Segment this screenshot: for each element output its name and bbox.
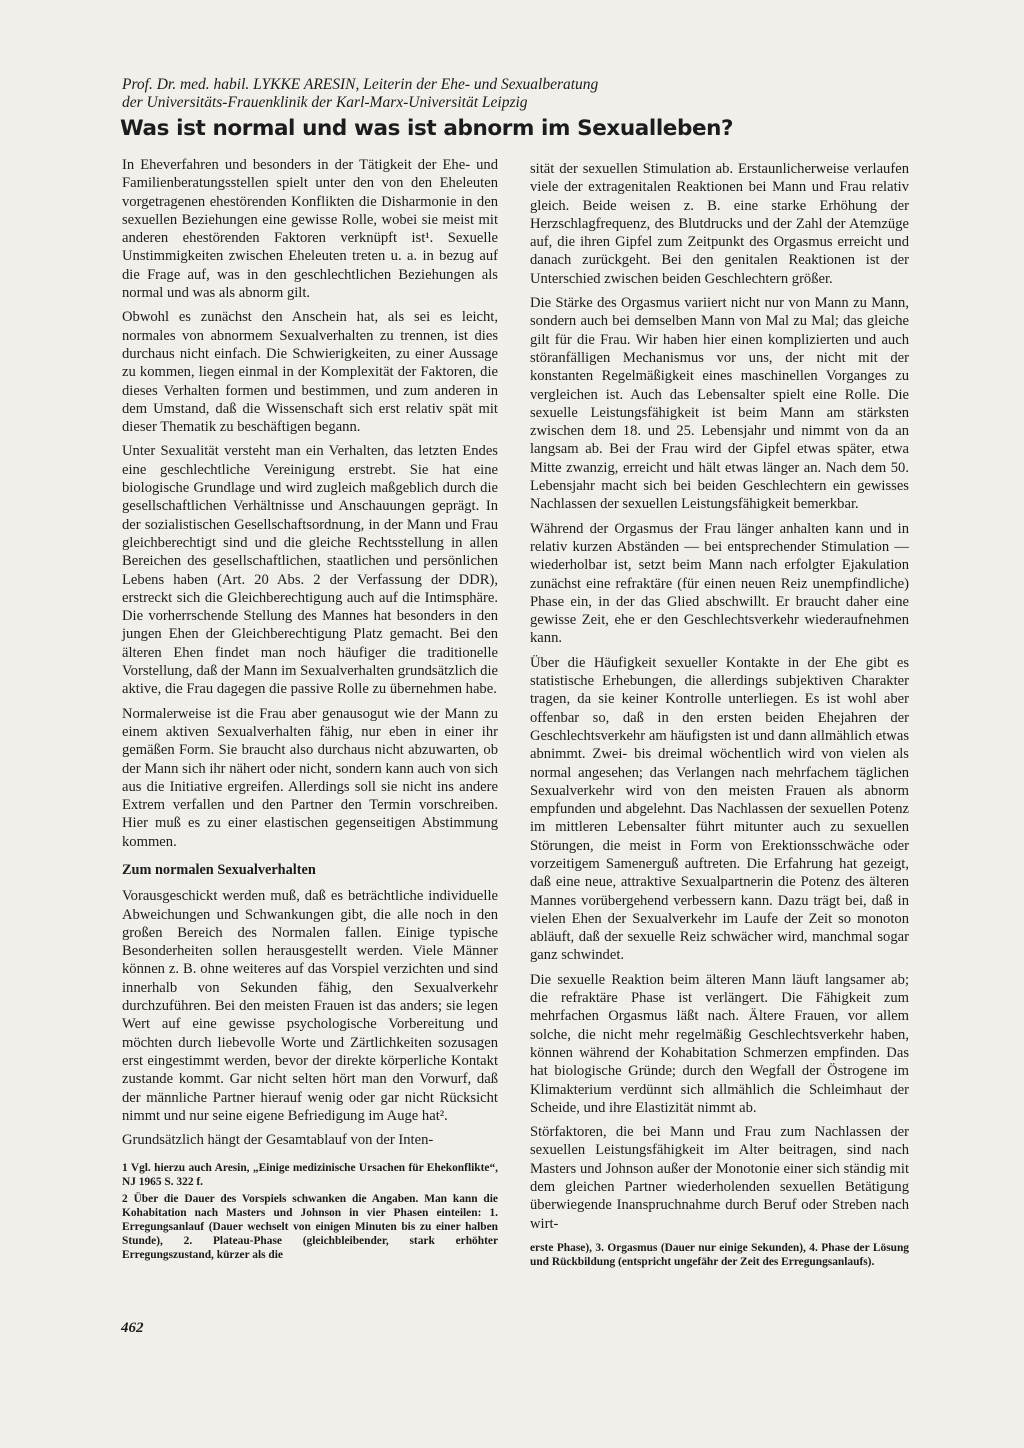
paragraph: Vorausgeschickt werden muß, daß es beträchtliche individuelle Abweichungen und Schwankungen gibt, die alle noch in den großen Bereich des Normalen fallen. Einige typische Besonderheiten sollen herausgestellt werden. Viele Männer können z. B. ohne weiteres auf das Vorspiel verzichten und sind innerhalb von Sekunden fähig, den Sexualverkehr durchzuführen. Bei den meisten Frauen ist das anders; sie legen Wert auf eine gewisse psychologische Vorbereitung und möchten durch liebevolle Worte und Zärtlichkeiten sozusagen erst eingestimmt werden, bevor der direkte körperliche Kontakt zustande kommt. Gar nicht selten hört man den Vorwurf, daß der männliche Partner hierauf wenig oder gar nicht Rücksicht nimmt und nur seine eigene Befriedigung im Auge hat². [122,888,498,1124]
author-line-2: der Universitäts-Frauenklinik der Karl-Marx-Universität Leipzig [122,94,528,111]
article-title: Was ist normal und was ist abnorm im Sexualleben? [120,116,734,141]
author-byline [122,76,942,112]
paragraph: Unter Sexualität versteht man ein Verhalten, das letzten Endes eine geschlechtliche Vereinigung erstrebt. Sie hat eine biologische Grundlage und wird zugleich maßgeblich durch die gesellschaftlichen Verhältnisse und Anschauungen geprägt. In der sozialistischen Gesellschaftsordnung, in der Mann und Frau gleichberechtigt sind und die gleiche Rechtsstellung in allen Bereichen des gesellschaftlichen, staatlichen und persönlichen Lebens haben (Art. 20 Abs. 2 der Verfassung der DDR), erstreckt sich die Gleichberechtigung auch auf die Intimsphäre. Die vorherrschende Stellung des Mannes hat besonders in den jungen Ehen der Gleichberechtigung Platz gemacht. Bei den älteren Ehen findet man noch häufiger die traditionelle Vorstellung, daß der Mann im Sexualverhalten grundsätzlich die aktive, die Frau dagegen die passive Rolle zu übernehmen habe. [122,443,498,698]
footnote-1: 1 Vgl. hierzu auch Aresin, „Einige medizinische Ursachen für Ehekonflikte“, NJ 1965 S. 322 f. [122,1162,498,1189]
author-line-1: Prof. Dr. med. habil. LYKKE ARESIN, Leiterin der Ehe- und Sexualberatung [122,76,599,93]
footnote-2-continued: erste Phase), 3. Orgasmus (Dauer nur einige Sekunden), 4. Phase der Lösung und Rückbildung (entspricht ungefähr der Zeit des Erregungsanlaufs). [530,1241,909,1268]
paragraph: Während der Orgasmus der Frau länger anhalten kann und in relativ kurzen Abständen — bei entsprechender Stimulation — wiederholbar ist, setzt beim Mann nach erfolgter Ejakulation zunächst eine refraktäre (für einen neuen Reiz unempfindliche) Phase ein, in der das Glied abschwillt. Er braucht daher eine gewisse Zeit, ehe er den Geschlechtsverkehr wiederaufnehmen kann. [530,520,909,647]
section-heading: Zum normalen Sexualverhalten [122,861,316,878]
paragraph: Obwohl es zunächst den Anschein hat, als sei es leicht, normales von abnormem Sexualverhalten zu trennen, ist dies durchaus nicht einfach. Die Schwierigkeiten, zu einer Aussage zu kommen, liegen einmal in der Komplexität der Faktoren, die dieses Verhalten formen und bestimmen, und zum anderen in dem Umstand, daß die Wissenschaft sich erst relativ spät mit dieser Thematik zu beschäftigen begann. [122,309,498,436]
paragraph: Normalerweise ist die Frau aber genausogut wie der Mann zu einem aktiven Sexualverhalten fähig, nur eben in einer ihr gemäßen Form. Sie braucht also durchaus nicht abzuwarten, ob der Mann sich ihr nähert oder nicht, sondern kann auch von sich aus die Initiative ergreifen. Allerdings soll sie nicht ins andere Extrem verfallen und den Partner den Termin vorschreiben. Hier muß es zu einer elastischen gegenseitigen Abstimmung kommen. [122,705,498,850]
footnote-2: 2 Über die Dauer des Vorspiels schwanken die Angaben. Man kann die Kohabitation nach Masters und Johnson in vier Phasen einteilen: 1. Erregungsanlauf (Dauer wechselt von einigen Minuten bis zu einer halben Stunde), 2. Plateau-Phase (gleichbleibender, stark erhöhter Erregungszustand, kürzer als die [122,1193,498,1262]
footnote-continuation [530,1241,909,1269]
paragraph: In Eheverfahren und besonders in der Tätigkeit der Ehe- und Familienberatungsstellen spielt unter den von den Eheleuten vorgetragenen ehestörenden Konflikten die Disharmonie in den sexuellen Beziehungen eine gewisse Rolle, wobei sie meist mit anderen ehestörenden Faktoren verknüpft ist¹. Sexuelle Unstimmigkeiten zwischen Eheleuten treten u. a. in bezug auf die Frage auf, was in den geschlechtlichen Beziehungen als normal und was als abnorm gilt. [122,157,498,302]
paragraph: Die sexuelle Reaktion beim älteren Mann läuft langsamer ab; die refraktäre Phase ist verlängert. Die Fähigkeit zum mehrfachen Orgasmus läßt nach. Ältere Frauen, vor allem solche, die nicht mehr regelmäßig Geschlechtsverkehr haben, können während der Kohabitation Schmerzen empfinden. Das hat biologische Gründe; durch den Wegfall der Östrogene im Klimakterium verdünnt sich allmählich die Schleimhaut der Scheide, und ihre Elastizität nimmt ab. [530,971,909,1116]
paragraph: Grundsätzlich hängt der Gesamtablauf von der Inten- [122,1132,434,1149]
paragraph: sität der sexuellen Stimulation ab. Erstaunlicherweise verlaufen viele der extragenitalen Reaktionen bei Mann und Frau relativ gleich. Beide weisen z. B. eine starke Erhöhung der Herzschlagfrequenz, des Blutdrucks und der Zahl der Atemzüge auf, die ihren Gipfel zum Zeitpunkt des Orgasmus erreicht und danach zurückgeht. Bei den genitalen Reaktionen ist der Unterschied zwischen beiden Geschlechtern größer. [530,161,909,287]
paragraph: Störfaktoren, die bei Mann und Frau zum Nachlassen der sexuellen Leistungsfähigkeit im Alter beitragen, sind nach Masters und Johnson außer der Monotonie einer sich ständig mit dem gleichen Partner wiederholenden sexuellen Betätigung überwiegende Inanspruchnahme durch Beruf oder Streben nach wirt- [530,1124,909,1232]
paragraph: Die Stärke des Orgasmus variiert nicht nur von Mann zu Mann, sondern auch bei demselben Mann von Mal zu Mal; das gleiche gilt für die Frau. Wir haben hier einen komplizierten und auch störanfälligen Mechanismus vor uns, der nicht mit der konstanten Regelmäßigkeit eines maschinellen Vorganges zu vergleichen ist. Auch das Lebensalter spielt eine Rolle. Die sexuelle Leistungsfähigkeit ist beim Mann am stärksten zwischen dem 18. und 25. Lebensjahr und nimmt von da an langsam ab. Bei der Frau wird der Gipfel etwas später, etwa Mitte zwanzig, erreicht und hält etwas länger an. Nach dem 50. Lebensjahr macht sich bei beiden Geschlechtern ein gewisses Nachlassen der sexuellen Leistungsfähigkeit bemerkbar. [530,295,909,513]
footnotes [122,1161,498,1262]
left-column [122,156,498,1265]
paragraph: Über die Häufigkeit sexueller Kontakte in der Ehe gibt es statistische Erhebungen, die allerdings subjektiven Charakter tragen, da sie keiner Kontrolle unterliegen. Es ist wohl aber offenbar so, daß in den ersten beiden Ehejahren der Geschlechtsverkehr am häufigsten ist und dann allmählich etwas abnimmt. Zwei- bis dreimal wöchentlich wird von vielen als normal angesehen; das Verlangen nach mehrfachem täglichen Sexualverkehr wird von den meisten Frauen als abnorm empfunden und abgelehnt. Das Nachlassen der sexuellen Potenz im mittleren Lebensalter führt mitunter auch zu sexuellen Störungen, die meist in Form von Erektionsschwäche oder vorzeitigem Samenerguß auftreten. Die Erfahrung hat gezeigt, daß eine neue, attraktive Sexualpartnerin die Potenz des älteren Mannes vorübergehend verbessern kann. Dazu trägt bei, daß in vielen Ehen der Sexualverkehr im Laufe der Zeit so monoton abläuft, daß der sexuelle Reiz schwächer wird, manchmal sogar ganz schwindet. [530,654,909,964]
right-column [530,160,909,1272]
page-number: 462 [121,1320,144,1336]
